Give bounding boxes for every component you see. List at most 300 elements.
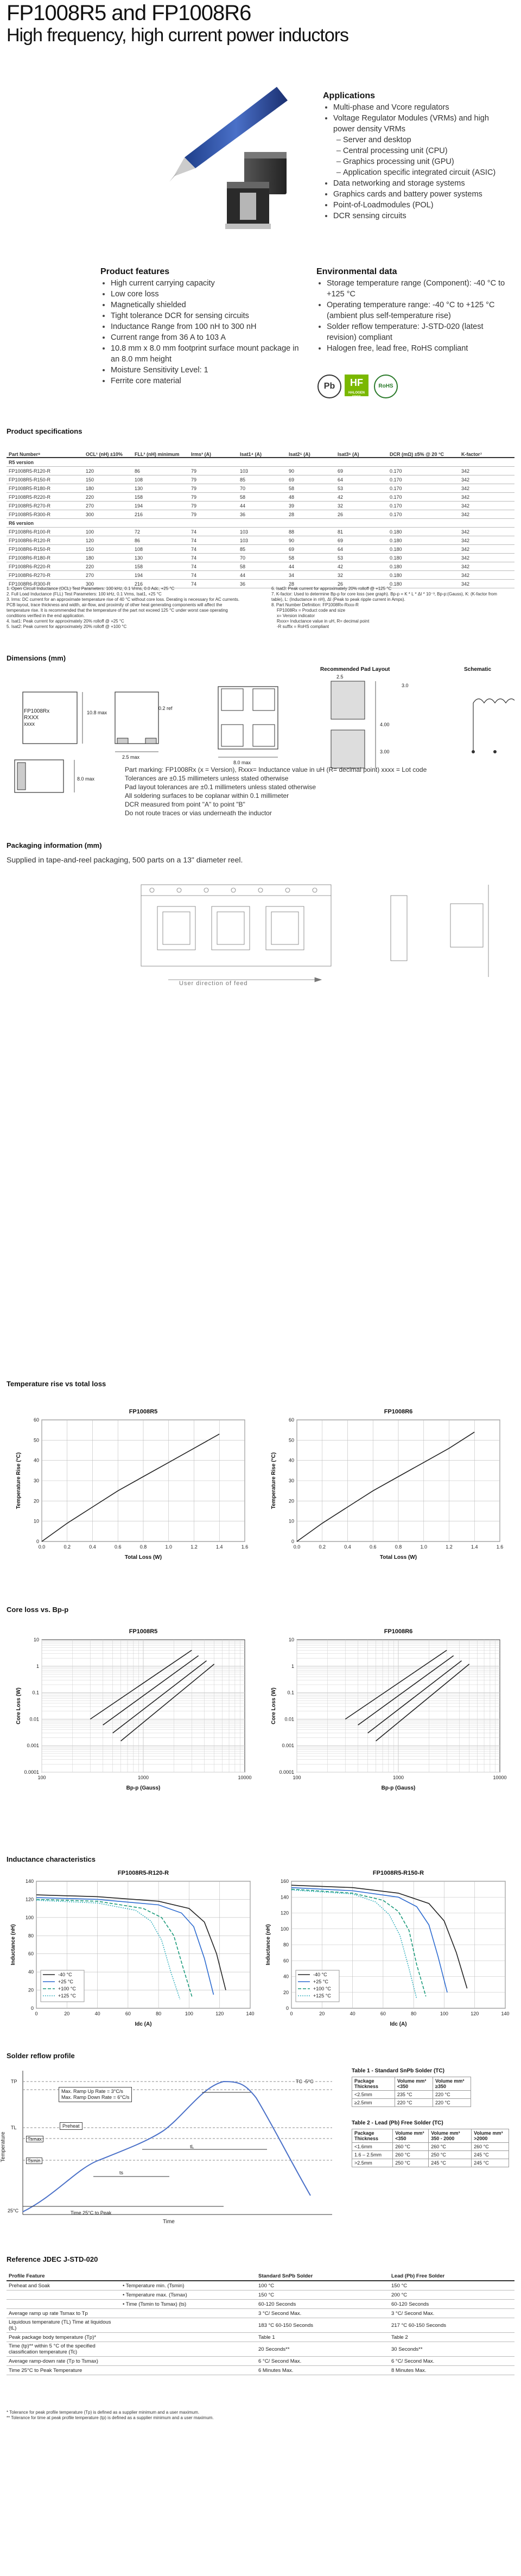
dim-label: 0.2 ref [158, 706, 173, 711]
x-tick-label: 40 [350, 2011, 355, 2016]
compliance-badges [317, 375, 404, 401]
table-cell: 0.180 [387, 528, 459, 536]
core-loss-heading: Core loss vs. Bp-p [7, 1606, 69, 1614]
table-cell: 0.170 [387, 467, 459, 475]
table-cell: FP1008R6-R150-R [7, 545, 84, 554]
table-cell: 200 °C [389, 2291, 514, 2300]
y-tick-label: 10 [288, 1637, 294, 1642]
y-tick-label: 50 [288, 1437, 294, 1443]
y-tick-label: 120 [280, 1910, 289, 1916]
table-header-row: Profile Feature Standard SnPb Solder Lead (Pb) Free Solder [7, 2272, 514, 2281]
table-cell: 270 [84, 571, 132, 580]
table-cell [120, 2366, 256, 2375]
y-axis-label: Core Loss (W) [271, 1687, 277, 1724]
y-axis-label: Temperature Rise (°C) [271, 1452, 277, 1509]
table-cell: 69 [287, 545, 335, 554]
table-cell: 0.180 [387, 562, 459, 571]
table-cell [120, 2318, 256, 2333]
table-cell: 3 °C/ Second Max. [389, 2309, 514, 2318]
dimension-notes: Part marking: FP1008Rx (x = Version), Rxxx= Inductance value in uH (R= decimal point) xxxx = Lot code Tolerances are ±0.15 millimeters unless stated otherwise Pad layout tolerances are ±0.1 millimeters unless stated otherwise All soldering surfaces to be coplanar within 0.1 millimeter DCR measured from point "A" to point "B" Do not route traces or vias underneath the inductor [125, 766, 427, 817]
x-axis-label: Idc (A) [390, 2021, 407, 2027]
x-tick-label: 80 [411, 2011, 417, 2016]
table-row [7, 493, 514, 502]
temp-rise-chart-r6 [269, 1406, 507, 1563]
x-tick-label: 140 [246, 2011, 255, 2016]
jedec-footnotes: * Tolerance for peak profile temperature (Tp) is defined as a supplier minimum and a user maximum. ** Tolerance for time at peak profile temperature (tp) is defined as a supplier minimum and a user maximum. [7, 2410, 214, 2420]
table-cell: 85 [238, 475, 287, 484]
y-tick-label: 80 [283, 1942, 289, 1947]
table-cell: 6 °C/ Second Max. [389, 2357, 514, 2366]
y-tick-label: 20 [28, 1987, 34, 1993]
x-tick-label: 0.0 [293, 1544, 301, 1550]
table-cell: 0.180 [387, 580, 459, 588]
dim-label: 10.8 max [87, 710, 107, 715]
dimensions-heading: Dimensions (mm) [7, 654, 66, 662]
y-tick-label: 1 [291, 1663, 294, 1669]
y-tick-label: 40 [288, 1457, 294, 1463]
table-cell: 8 Minutes Max. [389, 2366, 514, 2375]
table-cell: 70 [238, 554, 287, 562]
table1: Package Thickness Volume mm³ <350 Volume mm³ ≥350 <2.5mm 235 °C 220 °C ≥2.5mm 220 °C 220 °C [352, 2077, 471, 2107]
table-row [7, 502, 514, 510]
x-tick-label: 1.2 [446, 1544, 453, 1550]
dim-label: 8.0 max [233, 760, 251, 765]
list-item: • Storage temperature range (Component): -40 °C to +125 °C [327, 278, 509, 300]
table-cell: Peak package body temperature (Tp)* [7, 2333, 120, 2342]
x-tick-label: 40 [94, 2011, 100, 2016]
table-cell: 158 [132, 562, 189, 571]
table-cell: 120 [84, 467, 132, 475]
y-tick-label: 140 [25, 1879, 34, 1884]
table-cell: 20 Seconds** [256, 2342, 389, 2357]
table-cell: 100 °C [256, 2281, 389, 2291]
table-cell: 300 [84, 510, 132, 519]
x-tick-label: 120 [471, 2011, 479, 2016]
table-cell: 342 [459, 528, 514, 536]
lead-free-icon: Pb [317, 375, 341, 398]
table-cell: 220 [84, 493, 132, 502]
page-subtitle: High frequency, high current power inductors [7, 25, 349, 46]
table-cell: 28 [287, 510, 335, 519]
table-cell: 342 [459, 484, 514, 493]
table-row [7, 2281, 514, 2291]
chart-title: FP1008R5-R150-R [372, 1870, 424, 1876]
table-cell: 28 [287, 580, 335, 588]
list-item: • Inductance Range from 100 nH to 300 nH [111, 321, 304, 332]
dim-label: 2.5 [336, 674, 344, 680]
table-row [7, 2300, 514, 2309]
table-cell: 60-120 Seconds [256, 2300, 389, 2309]
x-tick-label: 1.6 [496, 1544, 504, 1550]
table-cell: Average ramp up rate Tsmax to Tp [7, 2309, 120, 2318]
x-tick-label: 100 [440, 2011, 448, 2016]
x-tick-label: 0.2 [319, 1544, 326, 1550]
r5-table-body [7, 467, 514, 519]
x-tick-label: 80 [156, 2011, 162, 2016]
table-cell: 79 [189, 502, 238, 510]
table-cell: 342 [459, 536, 514, 545]
y-tick-label: 50 [33, 1437, 39, 1443]
y-tick-label: 140 [280, 1894, 289, 1900]
table-cell: 79 [189, 510, 238, 519]
table-cell: 103 [238, 536, 287, 545]
applications-heading: Applications [323, 91, 376, 100]
x-tick-label: 100 [185, 2011, 193, 2016]
table-cell: 342 [459, 562, 514, 571]
table-cell: 79 [189, 493, 238, 502]
table-cell: 85 [238, 545, 287, 554]
table-cell: Table 2 [389, 2333, 514, 2342]
table-row [7, 2357, 514, 2366]
legend-label: +25 °C [58, 1979, 73, 1984]
y-tick-label: 60 [28, 1951, 34, 1957]
tc-label: TC -5°C [296, 2079, 314, 2084]
table-row [7, 528, 514, 536]
chart-title: FP1008R5 [129, 1628, 158, 1635]
table-cell: 26 [335, 510, 387, 519]
temp-rise-heading: Temperature rise vs total loss [7, 1380, 106, 1388]
table-cell: • Temperature min. (Tsmin) [120, 2281, 256, 2291]
table-cell: 342 [459, 467, 514, 475]
table-row [7, 536, 514, 545]
x-tick-label: 0.8 [395, 1544, 402, 1550]
table-cell: 130 [132, 554, 189, 562]
table-cell: 150 °C [389, 2281, 514, 2291]
tsmin-label: Tsmin [26, 2158, 42, 2164]
x-tick-label: 1.6 [241, 1544, 249, 1550]
table-cell: 220 [84, 562, 132, 571]
table-cell: 130 [132, 484, 189, 493]
table-cell: 0.170 [387, 484, 459, 493]
table-cell: 58 [287, 484, 335, 493]
y-tick-label: 0.1 [32, 1690, 39, 1696]
y-tick-label: 0.1 [287, 1690, 294, 1696]
table-row [7, 2366, 514, 2375]
y-tick-label: 40 [283, 1974, 289, 1979]
pad-layout-heading: Recommended Pad Layout [320, 667, 390, 672]
table-cell: 70 [238, 484, 287, 493]
list-item: • Ferrite core material [111, 376, 304, 386]
table-cell: 58 [287, 554, 335, 562]
list-item: • Halogen free, lead free, RoHS compliant [327, 343, 509, 354]
table-cell: 36 [238, 510, 287, 519]
x-tick-label: 140 [501, 2011, 510, 2016]
y-tick-label: 0.0001 [279, 1769, 294, 1775]
y-tick-label: 40 [33, 1457, 39, 1463]
table-cell: 42 [335, 562, 387, 571]
table-cell: 103 [238, 467, 287, 475]
x-tick-label: 1.2 [190, 1544, 198, 1550]
table-cell: 216 [132, 580, 189, 588]
table-cell: 0.170 [387, 475, 459, 484]
features-list [103, 278, 304, 386]
y-tick-label: 0.01 [284, 1716, 294, 1722]
x-tick-label: 60 [125, 2011, 131, 2016]
x-tick-label: 1.4 [471, 1544, 478, 1550]
x-tick-label: 0 [290, 2011, 293, 2016]
y-tick-label: 1 [36, 1663, 39, 1669]
table-cell: 194 [132, 571, 189, 580]
features-heading: Product features [100, 267, 170, 276]
y-tick-label: 10 [33, 1637, 39, 1642]
tl-time-label: tL [190, 2144, 194, 2149]
x-tick-label: 1000 [392, 1775, 404, 1780]
table-cell: FP1008R6-R120-R [7, 536, 84, 545]
table-cell: 0.180 [387, 571, 459, 580]
list-item: • Data networking and storage systems [333, 178, 510, 189]
table-cell: 30 Seconds** [389, 2342, 514, 2357]
applications-list [326, 102, 510, 221]
x-axis-label: Bp-p (Gauss) [381, 1785, 416, 1791]
table-cell: 42 [335, 493, 387, 502]
table-cell: 342 [459, 510, 514, 519]
table-cell: Average ramp-down rate (Tp to Tsmax) [7, 2357, 120, 2366]
table-row [7, 571, 514, 580]
table-row [7, 484, 514, 493]
table-cell: 79 [189, 475, 238, 484]
legend-label: -40 °C [58, 1972, 72, 1977]
dim-label: 4.00 [380, 722, 390, 727]
table-cell: FP1008R6-R220-R [7, 562, 84, 571]
table-cell: FP1008R5-R120-R [7, 467, 84, 475]
table-cell: 342 [459, 493, 514, 502]
y-tick-label: 0.01 [29, 1716, 39, 1722]
table-cell: 64 [335, 475, 387, 484]
environmental-heading: Environmental data [316, 267, 397, 276]
product-photo [163, 81, 326, 255]
chart-title: FP1008R5 [129, 1408, 158, 1415]
list-item: • Multi-phase and Vcore regulators [333, 102, 510, 113]
ramp-rate-box: Max. Ramp Up Rate = 3°C/s Max. Ramp Down Rate = 6°C/s [59, 2087, 132, 2102]
table-row [7, 554, 514, 562]
part-marking: FP1008Rx RXXX xxxx [24, 708, 50, 727]
list-item: • High current carrying capacity [111, 278, 304, 289]
table-cell: 180 [84, 554, 132, 562]
y-tick-label: 0.001 [282, 1743, 294, 1749]
dim-label: 8.0 max [77, 776, 95, 782]
table-cell: 74 [189, 545, 238, 554]
table-cell: Time (tp)** within 5 °C of the specified classification temperature (Tc) [7, 2342, 120, 2357]
x-tick-label: 1.0 [420, 1544, 428, 1550]
table-row [7, 2291, 514, 2300]
list-item: – Central processing unit (CPU) [343, 145, 510, 156]
y-tick-label: 0.001 [27, 1743, 39, 1749]
y-tick-label: 60 [33, 1417, 39, 1423]
y-tick-label: 30 [33, 1478, 39, 1483]
y-tick-label: 30 [288, 1478, 294, 1483]
jedec-heading: Reference JDEC J-STD-020 [7, 2255, 98, 2263]
list-item: • Moisture Sensitivity Level: 1 [111, 365, 304, 376]
table-cell: 300 [84, 580, 132, 588]
legend-label: -40 °C [313, 1972, 327, 1977]
table-cell: 69 [335, 467, 387, 475]
table-cell [120, 2342, 256, 2357]
table-row [7, 2333, 514, 2342]
table-cell: 72 [132, 528, 189, 536]
table-cell: 74 [189, 528, 238, 536]
table-cell: 0.170 [387, 493, 459, 502]
x-axis-label: Total Loss (W) [124, 1555, 162, 1560]
table-cell: 342 [459, 571, 514, 580]
table-cell: 120 [84, 536, 132, 545]
y-tick-label: 120 [25, 1896, 34, 1902]
core-loss-chart-r5 [14, 1626, 252, 1794]
feed-direction-label: User direction of feed [179, 980, 248, 987]
x-tick-label: 0.2 [63, 1544, 71, 1550]
ts-label: ts [119, 2170, 124, 2175]
table-row [7, 2309, 514, 2318]
y-tick-label: 10 [288, 1518, 294, 1524]
environmental-list [319, 278, 509, 354]
table-row [7, 2318, 514, 2333]
x-tick-label: 10000 [493, 1775, 507, 1780]
table-cell: 216 [132, 510, 189, 519]
x-tick-label: 60 [380, 2011, 386, 2016]
table-cell: 69 [335, 536, 387, 545]
table-cell: Liquidous temperature (TL) Time at liquidous (tL) [7, 2318, 120, 2333]
table-cell: FP1008R6-R300-R [7, 580, 84, 588]
table-cell: 342 [459, 545, 514, 554]
x-tick-label: 10000 [238, 1775, 252, 1780]
table-cell: 103 [238, 528, 287, 536]
table-cell [120, 2309, 256, 2318]
tsmax-label: Tsmax [26, 2136, 43, 2142]
y-tick-label: 0 [285, 2006, 289, 2011]
table-cell [7, 2300, 120, 2309]
y-tick-label: 10 [33, 1518, 39, 1524]
list-item: – Application specific integrated circuit (ASIC) [343, 167, 510, 178]
table-row [7, 475, 514, 484]
legend-label: +100 °C [58, 1986, 76, 1991]
legend-label: +25 °C [313, 1979, 328, 1984]
time-axis-label: Time [163, 2219, 175, 2225]
table-cell [120, 2333, 256, 2342]
tp-label: TP [11, 2079, 17, 2084]
table-section-row: R6 version [7, 519, 514, 528]
x-tick-label: 0.4 [344, 1544, 351, 1550]
packaging-heading: Packaging information (mm) [7, 841, 102, 849]
x-tick-label: 0 [35, 2011, 38, 2016]
table-cell: 64 [335, 545, 387, 554]
y-axis-label: Inductance (nH) [10, 1924, 16, 1965]
table-cell: 74 [189, 554, 238, 562]
x-tick-label: 100 [293, 1775, 301, 1780]
table2-title: Table 2 - Lead (Pb) Free Solder (TC) [352, 2120, 443, 2126]
table-cell: Table 1 [256, 2333, 389, 2342]
tl-label: TL [11, 2125, 17, 2130]
table-cell: 39 [287, 502, 335, 510]
list-item: • Tight tolerance DCR for sensing circuits [111, 310, 304, 321]
specs-heading: Product specifications [7, 427, 82, 435]
chart-title: FP1008R6 [384, 1408, 413, 1415]
table-cell: FP1008R5-R300-R [7, 510, 84, 519]
table-cell: 194 [132, 502, 189, 510]
chart-title: FP1008R6 [384, 1628, 413, 1635]
table-cell: 6 °C/ Second Max. [256, 2357, 389, 2366]
table-row [7, 510, 514, 519]
inductance-chart-r5-r120 [8, 1867, 258, 2030]
table-cell: 150 [84, 545, 132, 554]
table-cell: 79 [189, 484, 238, 493]
y-tick-label: 60 [288, 1417, 294, 1423]
table-cell: 270 [84, 502, 132, 510]
table-cell: 69 [287, 475, 335, 484]
table-cell: 32 [335, 571, 387, 580]
table-cell: 53 [335, 484, 387, 493]
table-cell: 90 [287, 536, 335, 545]
table-cell: 0.180 [387, 536, 459, 545]
table-section-row: R5 version [7, 458, 514, 467]
table-cell: 44 [287, 562, 335, 571]
dim-label: 3.0 [402, 683, 409, 688]
y-tick-label: 0.0001 [24, 1769, 39, 1775]
x-tick-label: 120 [215, 2011, 224, 2016]
table-cell: 342 [459, 580, 514, 588]
table-cell: 74 [189, 580, 238, 588]
y-tick-label: 80 [28, 1933, 34, 1939]
dim-label: 2.5 max [122, 754, 140, 760]
table-cell: 150 °C [256, 2291, 389, 2300]
tape-reel-drawing [109, 874, 510, 993]
table-cell: 44 [238, 571, 287, 580]
table-cell: 32 [335, 502, 387, 510]
table-cell: 53 [335, 554, 387, 562]
table-cell: 342 [459, 554, 514, 562]
list-item: • Magnetically shielded [111, 300, 304, 310]
legend-label: +100 °C [313, 1986, 331, 1991]
table-cell: • Temperature max. (Tsmax) [120, 2291, 256, 2300]
t25-label: 25°C [8, 2208, 19, 2213]
table-cell: 0.180 [387, 554, 459, 562]
list-item: • Solder reflow temperature: J-STD-020 (latest revision) compliant [327, 321, 509, 343]
table-cell: 44 [238, 502, 287, 510]
x-tick-label: 1000 [137, 1775, 149, 1780]
table2: Package Thickness Volume mm³ <350 Volume mm³ 350 - 2000 Volume mm³ >2000 <1.6mm 260 °C 260 °C 260 °C 1.6 – 2.5mm 260 °C 250 °C 245 °C >2.5mm 250 °C 245 °C 245 °C [352, 2129, 509, 2167]
preheat-label: Preheat [60, 2122, 82, 2130]
y-tick-label: 20 [33, 1498, 39, 1504]
table-cell: 90 [287, 467, 335, 475]
table-cell: 26 [335, 580, 387, 588]
x-tick-label: 1.4 [215, 1544, 223, 1550]
y-tick-label: 100 [280, 1926, 289, 1932]
table-cell: 108 [132, 545, 189, 554]
spec-notes-right: 6. Isat3: Peak current for approximately 20% rolloff @ +125 °C 7. K-factor: Used to determine Bp-p for core loss (see graph). Bp-p = K * L * ΔI * 10⁻³, Bp-p:(Gauss), K: (K-factor from table), L: (Inductance in nH), ΔI (Peak to peak ripple current in Amps). 8. Part Number Definition: FP1008Rx-Rxxx-R FP1008Rx = Product code and size x= Version indicator Rxxx= Inductance value in uH, R= decimal point -R suffix = RoHS compliant [271, 586, 497, 629]
table-cell: Time 25°C to Peak Temperature [7, 2366, 120, 2375]
x-tick-label: 0.8 [139, 1544, 147, 1550]
table-cell: 217 °C 60-150 Seconds [389, 2318, 514, 2333]
x-tick-label: 0.0 [38, 1544, 46, 1550]
y-tick-label: 0 [36, 1539, 39, 1544]
jedec-table [7, 2272, 514, 2375]
x-tick-label: 20 [319, 2011, 325, 2016]
table-cell [120, 2357, 256, 2366]
spec-notes-left: 1. Open Circuit Inductance (OCL) Test Parameters: 100 kHz, 0.1 Vrms, 0.0 Adc, +25 °C 2. Full Load Inductance (FLL) Test Parameters: 100 kHz, 0.1 Vrms, Isat1, +25 °C 3. Irms: DC current for an approximate temperature rise of 40 °C without core loss. Derating is necessary for AC currents. PCB layout, trace thickness and width, air-flow, and proximity of other heat generating components will affect the temperature rise. It is recommended that the temperature of the part not exceed 125 °C under worst case operating conditions verified in the end application. 4. Isat1: Peak current for approximately 20% rolloff @ +25 °C 5. Isat2: Peak current for approximately 20% rolloff @ +100 °C [7, 586, 240, 629]
table-cell: • Time (Tsmin to Tsmax) (ts) [120, 2300, 256, 2309]
list-item: • DCR sensing circuits [333, 211, 510, 221]
table-cell: 74 [189, 536, 238, 545]
inductance-heading: Inductance characteristics [7, 1855, 96, 1863]
table-cell: 342 [459, 475, 514, 484]
core-loss-chart-r6 [269, 1626, 507, 1794]
table-cell: 158 [132, 493, 189, 502]
y-tick-label: 40 [28, 1969, 34, 1975]
list-item: • Low core loss [111, 289, 304, 300]
x-tick-label: 0.6 [114, 1544, 122, 1550]
list-item: • Graphics cards and battery power systems [333, 189, 510, 200]
table-cell: 74 [189, 571, 238, 580]
list-item: • Operating temperature range: -40 °C to +125 °C (ambient plus self-temperature rise) [327, 300, 509, 321]
page-title: FP1008R5 and FP1008R6 [7, 1, 251, 25]
